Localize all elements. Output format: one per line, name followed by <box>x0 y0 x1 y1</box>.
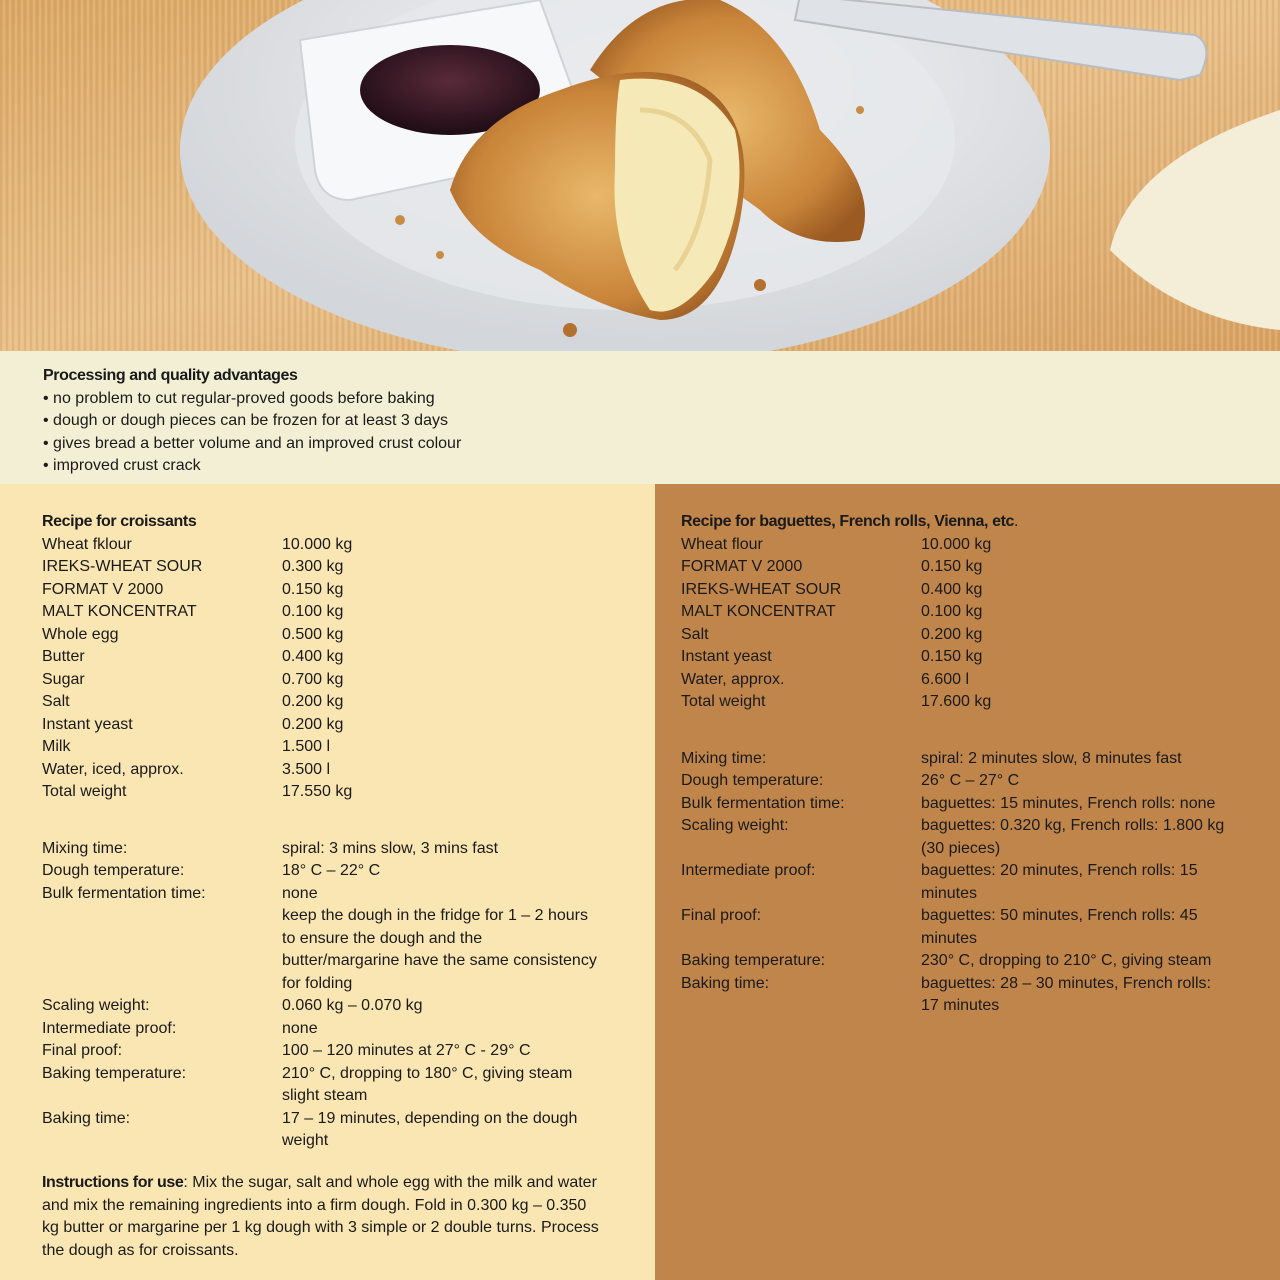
ingredient-row-value: 0.700 kg <box>282 670 344 688</box>
ingredient-row-label: Instant yeast <box>681 648 772 665</box>
process-row <box>681 860 1251 905</box>
croissant-recipe-title: Recipe for croissants <box>42 513 197 530</box>
instructions-label: Instructions for use <box>42 1174 184 1191</box>
ingredient-row-label: Wheat fklour <box>42 535 132 553</box>
ingredient-row <box>681 601 1251 624</box>
ingredient-row-value: 0.200 kg <box>921 625 983 643</box>
ingredient-row <box>42 601 612 624</box>
ingredient-row-label: Total weight <box>681 693 766 710</box>
ingredient-row <box>681 624 1251 647</box>
process-row <box>681 748 1251 771</box>
process-row-label: Scaling weight: <box>681 817 789 834</box>
process-row <box>681 770 1251 793</box>
ingredient-row-label: FORMAT V 2000 <box>42 580 164 598</box>
process-row-label: Dough temperature: <box>681 772 824 789</box>
process-row-label: Baking temperature: <box>681 952 826 969</box>
ingredient-row <box>681 556 1251 579</box>
process-row-value: keep the dough in the fridge for 1 – 2 hours to ensure the dough and the butter/margarine have the same consistency for folding <box>282 907 597 992</box>
process-row-value: none <box>282 884 318 902</box>
process-row <box>42 1018 612 1041</box>
ingredient-row-label: Salt <box>681 625 709 643</box>
ingredient-row-value: 0.300 kg <box>282 558 344 575</box>
ingredient-row-value: 10.000 kg <box>282 535 353 553</box>
ingredient-row <box>42 691 612 714</box>
baguette-recipe-title-text: Recipe for baguettes, French rolls, Vienna, etc <box>681 513 1015 530</box>
ingredient-row-label: IREKS-WHEAT SOUR <box>42 558 203 575</box>
ingredient-row-label: Sugar <box>42 670 85 688</box>
process-row-label: Scaling weight: <box>42 997 150 1014</box>
ingredient-row <box>42 624 612 647</box>
process-row <box>681 950 1251 973</box>
ingredient-row-value: 0.100 kg <box>921 603 983 620</box>
ingredient-row <box>42 759 612 782</box>
process-row-value: 18° C – 22° C <box>282 862 381 879</box>
ingredient-row-label: MALT KONCENTRAT <box>681 603 836 620</box>
process-row-label: Final proof: <box>681 907 762 924</box>
ingredient-row <box>42 646 612 669</box>
baguette-recipe-title-end: . <box>1014 513 1019 530</box>
ingredient-row <box>42 736 612 759</box>
ingredient-row <box>681 691 1251 714</box>
ingredient-row-value: 0.400 kg <box>921 580 983 598</box>
croissant-instructions <box>42 1172 602 1262</box>
ingredient-row-value: 17.550 kg <box>282 783 353 800</box>
ingredient-row <box>42 714 612 737</box>
process-row-value: 0.060 kg – 0.070 kg <box>282 997 423 1014</box>
process-row-label: Dough temperature: <box>42 862 185 879</box>
process-row <box>42 1063 612 1108</box>
process-row <box>42 860 612 883</box>
ingredient-row-value: 17.600 kg <box>921 693 992 710</box>
advantages-title: Processing and quality advantages <box>43 367 298 384</box>
process-row-value: spiral: 2 minutes slow, 8 minutes fast <box>921 749 1182 767</box>
baguette-recipe-title <box>681 511 1018 534</box>
ingredient-row-value: 0.100 kg <box>282 603 344 620</box>
process-row-value: baguettes: 20 minutes, French rolls: 15 minutes <box>921 862 1198 902</box>
ingredient-row-value: 0.150 kg <box>921 648 983 665</box>
process-row-label <box>42 905 282 995</box>
ingredient-row-label: Wheat flour <box>681 535 763 553</box>
ingredient-row <box>681 646 1251 669</box>
process-row-label: Baking time: <box>42 1109 131 1127</box>
ingredient-row-value: 0.150 kg <box>921 558 983 575</box>
hero-photo <box>0 0 1280 351</box>
process-row-label: Mixing time: <box>42 839 128 857</box>
ingredient-row <box>42 781 612 804</box>
ingredient-row <box>681 669 1251 692</box>
process-row <box>681 793 1251 816</box>
ingredient-row-label: IREKS-WHEAT SOUR <box>681 580 842 598</box>
process-row <box>42 1108 612 1153</box>
process-row-value: 26° C – 27° C <box>921 772 1020 789</box>
ingredient-row-label: Water, iced, approx. <box>42 760 184 778</box>
ingredient-row <box>42 534 612 557</box>
ingredient-row <box>681 579 1251 602</box>
process-row-label: Final proof: <box>42 1042 123 1059</box>
process-row-label: Baking time: <box>681 974 770 992</box>
process-row-value: none <box>282 1019 318 1037</box>
advantage-item: • gives bread a better volume and an improved crust colour <box>43 434 462 452</box>
baguette-recipe-panel <box>655 484 1280 1280</box>
ingredient-row-value: 0.150 kg <box>282 580 344 598</box>
process-row <box>42 838 612 861</box>
process-row-label: Baking temperature: <box>42 1064 187 1082</box>
ingredient-row-label: Total weight <box>42 783 127 800</box>
process-row <box>681 815 1251 860</box>
ingredient-row-label: Salt <box>42 693 70 710</box>
ingredient-row-value: 0.200 kg <box>282 715 344 733</box>
ingredient-row-label: Instant yeast <box>42 715 133 733</box>
ingredient-row <box>681 534 1251 557</box>
process-row-label: Intermediate proof: <box>681 862 816 879</box>
ingredient-row-value: 10.000 kg <box>921 535 992 553</box>
process-row-value: 210° C, dropping to 180° C, giving steam slight steam <box>282 1064 573 1104</box>
process-row-label: Bulk fermentation time: <box>681 794 845 812</box>
croissant-plate-illustration <box>0 0 1280 351</box>
ingredient-row-value: 6.600 l <box>921 670 970 688</box>
ingredient-row-value: 0.200 kg <box>282 693 344 710</box>
process-row-value: 100 – 120 minutes at 27° C - 29° C <box>282 1042 531 1059</box>
ingredient-row-label: Whole egg <box>42 625 119 643</box>
process-row-label: Mixing time: <box>681 749 767 767</box>
instructions-text: : Mix the sugar, salt and whole egg with the milk and water and mix the remaining ingredients into a firm dough. Fold in 0.300 kg – 0.350 kg butter or margarine per 1 kg dough with 3 simple or 2 double turns. Process the dough as for croissants. <box>42 1174 599 1259</box>
advantage-item: • dough or dough pieces can be frozen for at least 3 days <box>43 412 448 430</box>
ingredient-row-label: Water, approx. <box>681 670 785 688</box>
advantage-item: • no problem to cut regular-proved goods before baking <box>43 389 435 407</box>
ingredient-row-value: 0.500 kg <box>282 625 344 643</box>
process-row-value: baguettes: 0.320 kg, French rolls: 1.800 kg (30 pieces) <box>921 817 1225 857</box>
ingredient-row-value: 0.400 kg <box>282 648 344 665</box>
ingredient-row-label: Butter <box>42 648 85 665</box>
process-row-value: baguettes: 28 – 30 minutes, French rolls: 17 minutes <box>921 974 1211 1014</box>
process-row <box>681 905 1251 950</box>
ingredient-row-value: 3.500 l <box>282 760 331 778</box>
process-row-value: 230° C, dropping to 210° C, giving steam <box>921 952 1212 969</box>
process-row-value: spiral: 3 mins slow, 3 mins fast <box>282 839 499 857</box>
process-row-value: baguettes: 15 minutes, French rolls: none <box>921 794 1216 812</box>
process-row-value: baguettes: 50 minutes, French rolls: 45 minutes <box>921 907 1198 947</box>
process-row-label: Bulk fermentation time: <box>42 884 206 902</box>
process-row <box>42 883 612 906</box>
process-row <box>681 973 1251 1018</box>
process-row <box>42 1040 612 1063</box>
process-row <box>42 905 612 995</box>
ingredient-row-label: FORMAT V 2000 <box>681 558 803 575</box>
ingredient-row-label: Milk <box>42 738 71 755</box>
process-row-value: 17 – 19 minutes, depending on the dough weight <box>282 1109 578 1149</box>
ingredient-row-label: MALT KONCENTRAT <box>42 603 197 620</box>
process-row <box>42 995 612 1018</box>
process-row-label: Intermediate proof: <box>42 1019 177 1037</box>
ingredient-row <box>42 669 612 692</box>
ingredient-row <box>42 579 612 602</box>
croissant-recipe-panel <box>0 484 655 1280</box>
ingredient-row <box>42 556 612 579</box>
ingredient-row-value: 1.500 l <box>282 738 331 755</box>
advantage-item: • improved crust crack <box>43 457 201 475</box>
advantages-section <box>0 351 1280 484</box>
